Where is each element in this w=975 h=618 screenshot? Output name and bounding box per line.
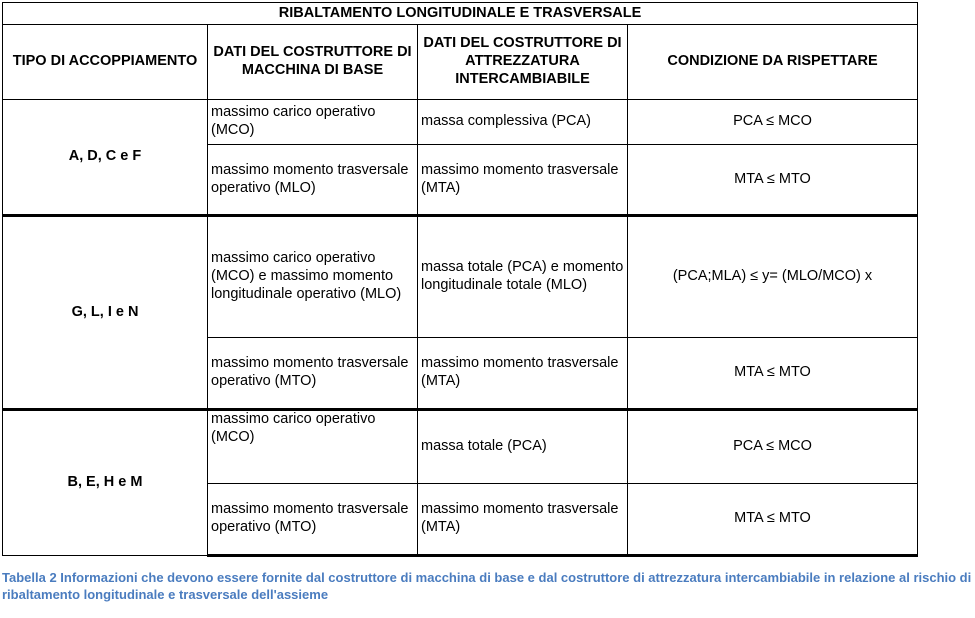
condizione-cell: (PCA;MLA) ≤ y= (MLO/MCO) x [628, 216, 918, 338]
condizione-cell: MTA ≤ MTO [628, 484, 918, 556]
tipo-cell: A, D, C e F [3, 100, 208, 216]
table-row [3, 100, 918, 145]
condizione-cell: PCA ≤ MCO [628, 100, 918, 145]
table-row [3, 410, 918, 484]
header-tipo: TIPO DI ACCOPPIAMENTO [3, 25, 208, 100]
condizione-cell: PCA ≤ MCO [628, 410, 918, 484]
header-macchina: DATI DEL COSTRUTTORE DI MACCHINA DI BASE [208, 25, 418, 100]
header-condizione: CONDIZIONE DA RISPETTARE [628, 25, 918, 100]
table-row [3, 216, 918, 338]
condizione-cell: MTA ≤ MTO [628, 145, 918, 216]
condizione-cell: MTA ≤ MTO [628, 338, 918, 410]
macchina-cell: massimo carico operativo (MCO) [208, 410, 418, 484]
macchina-cell: massimo momento trasversale operativo (MTO) [208, 484, 418, 556]
header-attrezzatura: DATI DEL COSTRUTTORE DI ATTREZZATURA INTERCAMBIABILE [418, 25, 628, 100]
table-caption: Tabella 2 Informazioni che devono essere fornite dal costruttore di macchina di base e dal costruttore di attrezzatura intercambiabile in relazione al rischio di ribaltamento longitudinale e trasversale dell'assieme [2, 570, 972, 602]
macchina-cell: massimo momento trasversale operativo (MTO) [208, 338, 418, 410]
attrezzatura-cell: massimo momento trasversale (MTA) [418, 484, 628, 556]
attrezzatura-cell: massimo momento trasversale (MTA) [418, 145, 628, 216]
attrezzatura-cell: massa totale (PCA) [418, 410, 628, 484]
tipo-cell: G, L, I e N [3, 216, 208, 410]
macchina-cell: massimo carico operativo (MCO) e massimo momento longitudinale operativo (MLO) [208, 216, 418, 338]
tipo-cell: B, E, H e M [3, 410, 208, 556]
coupling-table [2, 2, 918, 557]
attrezzatura-cell: massa complessiva (PCA) [418, 100, 628, 145]
attrezzatura-cell: massimo momento trasversale (MTA) [418, 338, 628, 410]
table-title: RIBALTAMENTO LONGITUDINALE E TRASVERSALE [3, 3, 918, 25]
macchina-cell: massimo momento trasversale operativo (MLO) [208, 145, 418, 216]
attrezzatura-cell: massa totale (PCA) e momento longitudinale totale (MLO) [418, 216, 628, 338]
macchina-cell: massimo carico operativo (MCO) [208, 100, 418, 145]
